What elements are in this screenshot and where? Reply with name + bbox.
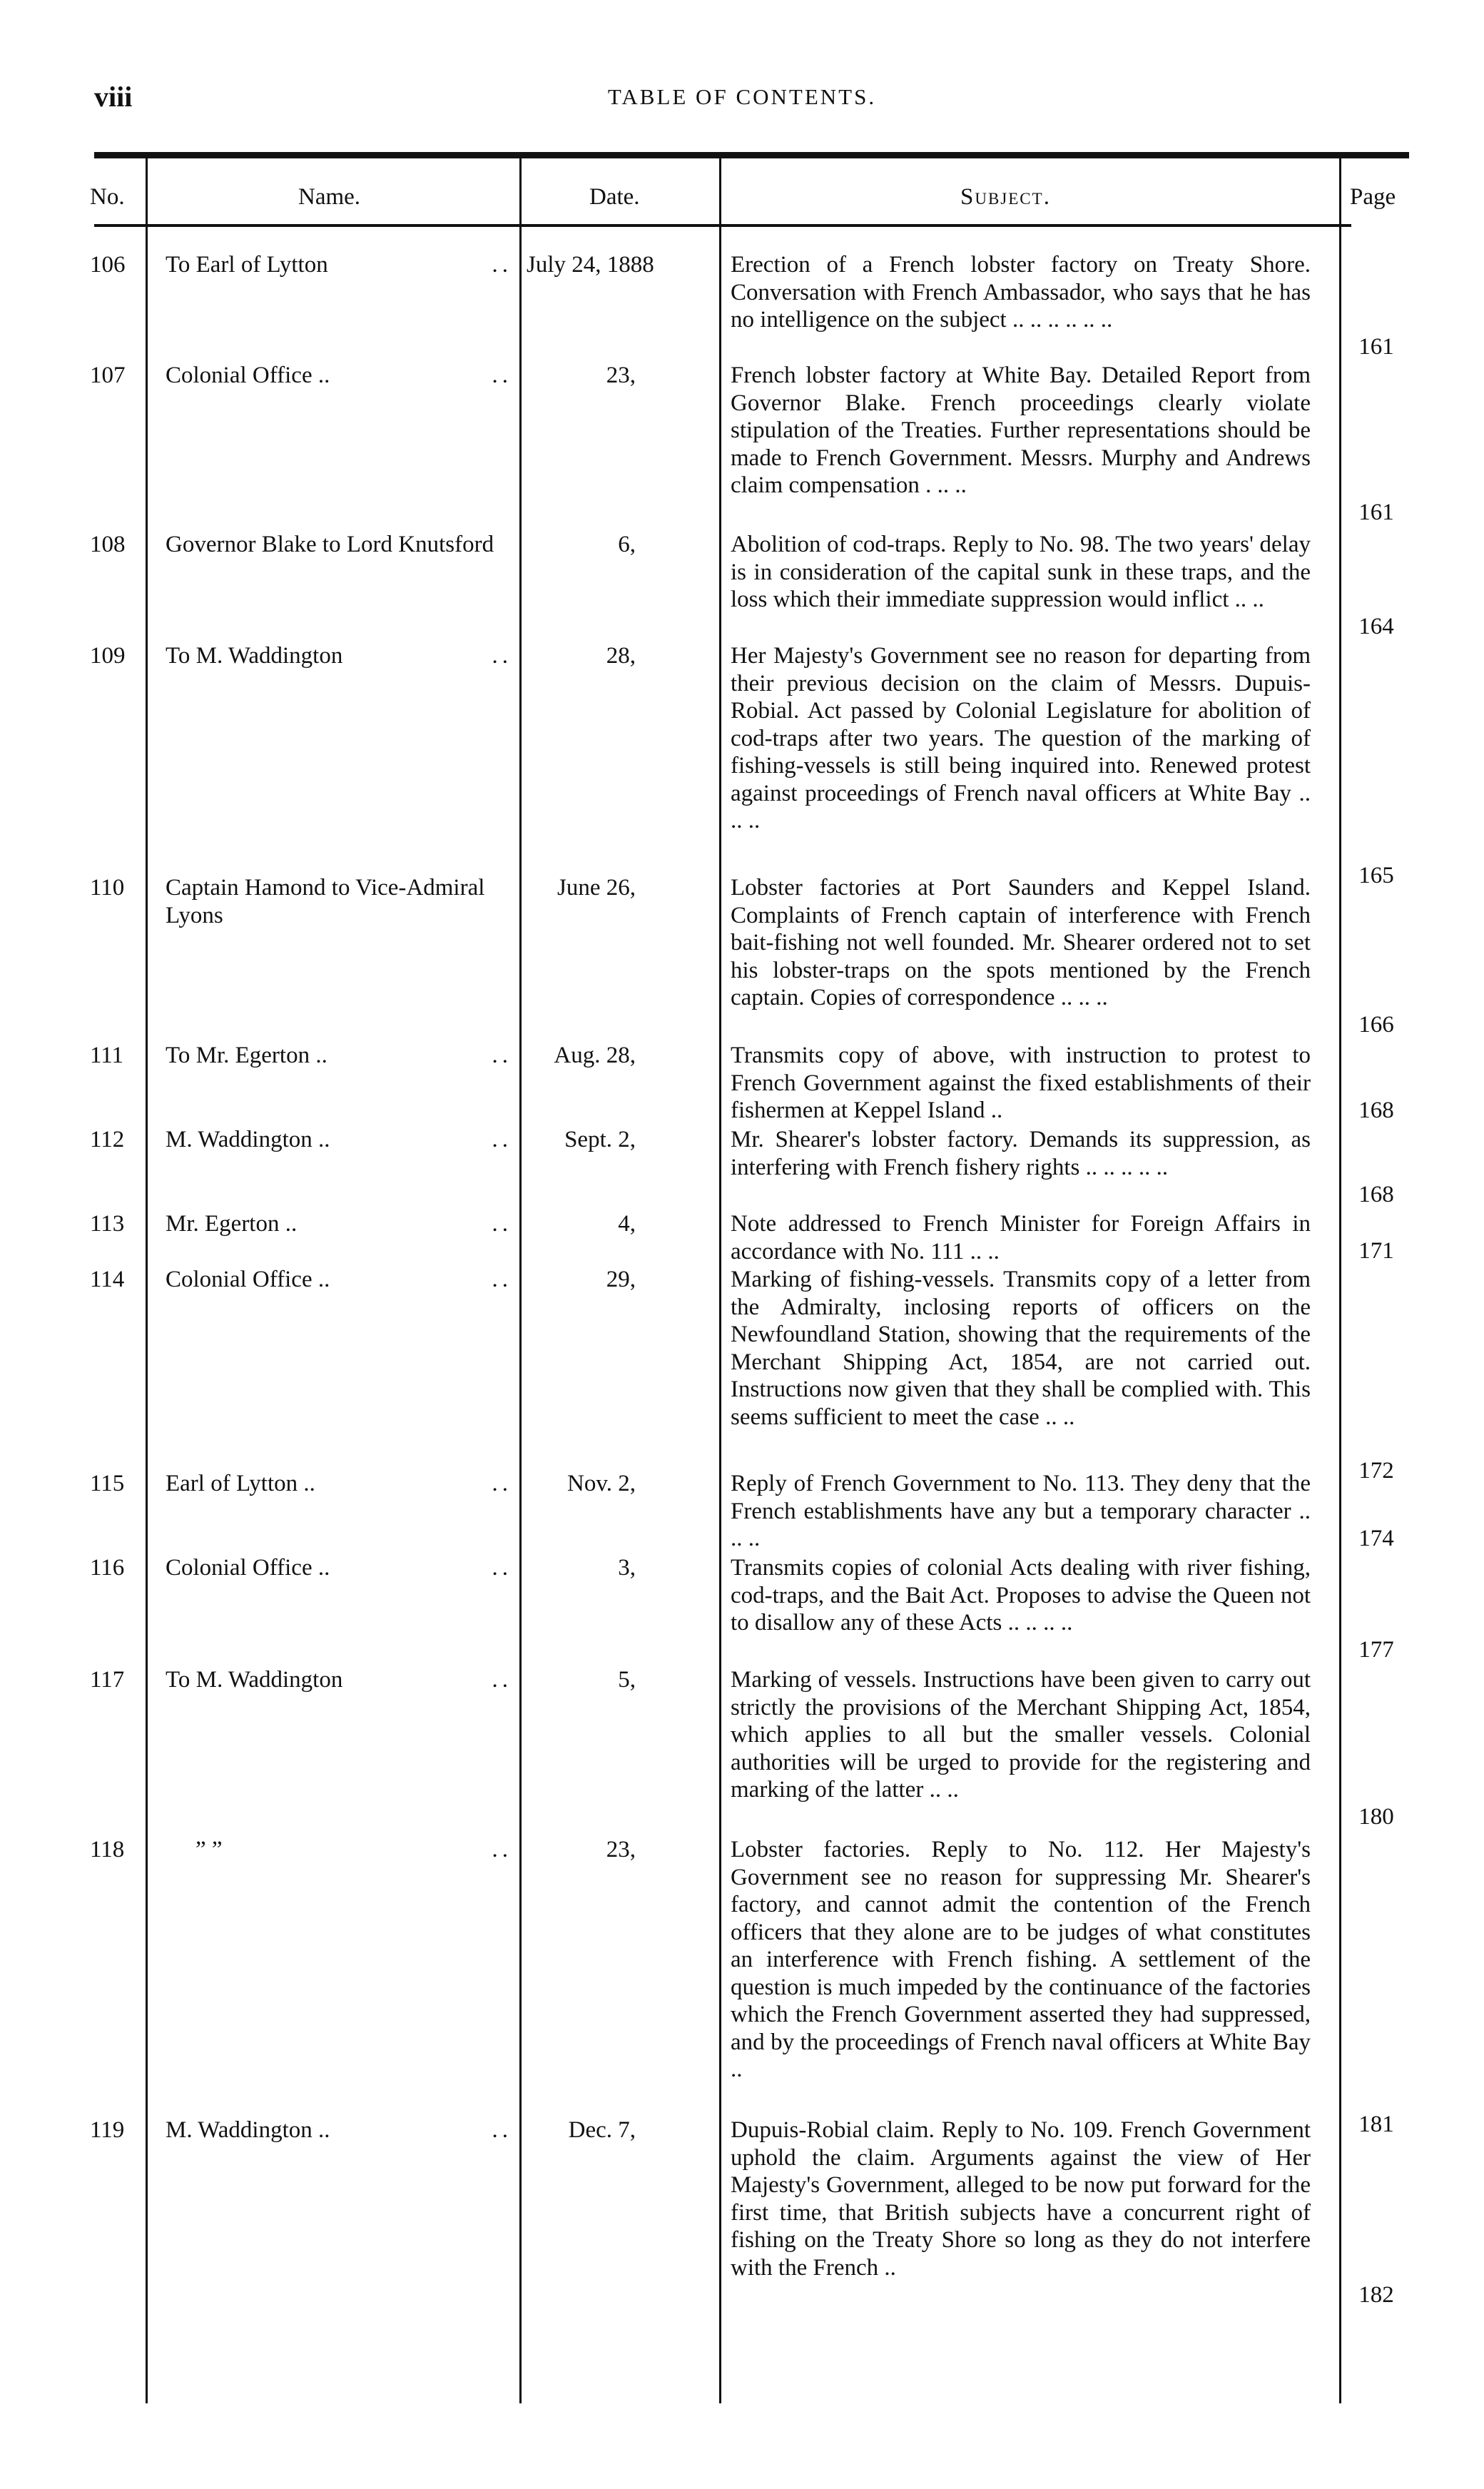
entry-number: 113	[90, 1211, 125, 1237]
entry-subject: Transmits copy of above, with instruction to protest to French Government against the fixed establishments of their fishermen at Keppel Island ..	[731, 1043, 1311, 1123]
entry-subject: Mr. Shearer's lobster factory. Demands its suppression, as interfering with French fishery rights .. .. .. .. ..	[731, 1127, 1311, 1180]
entry-name	[166, 1266, 512, 1294]
top-rule	[94, 152, 1409, 158]
entry-subject: Transmits copies of colonial Acts dealing with river fishing, cod-traps, and the Bait Act. Proposes to advise the Queen not to disallow any of these Acts .. .. .. ..	[731, 1555, 1311, 1636]
entry-date	[527, 874, 712, 902]
entry-name	[166, 1666, 512, 1694]
entry-name-text: Mr. Egerton ..	[166, 1211, 298, 1237]
entry-page: 161	[1358, 334, 1394, 360]
entry-page: 180	[1358, 1804, 1394, 1830]
entry-name-text: Colonial Office ..	[166, 1555, 330, 1581]
entry-name	[166, 362, 512, 390]
entry-number: 118	[90, 1837, 125, 1862]
entry-number: 116	[90, 1555, 125, 1581]
entry-number: 112	[90, 1127, 125, 1152]
entry-name	[166, 874, 512, 929]
entry-name	[166, 251, 512, 279]
entry-page: 161	[1358, 500, 1394, 525]
column-divider	[519, 156, 522, 2403]
column-divider	[146, 156, 148, 2403]
entry-name	[166, 642, 512, 670]
entry-page: 165	[1358, 863, 1394, 888]
entry-date: July 24, 1888	[527, 252, 654, 278]
entry-page: 164	[1358, 614, 1394, 639]
entry-date-text: 4,	[618, 1211, 636, 1237]
entry-date	[527, 1554, 712, 1582]
entry-date	[527, 362, 712, 390]
entry-name	[166, 1554, 512, 1582]
column-header-name: Name.	[298, 184, 361, 210]
column-divider	[1339, 156, 1341, 2403]
entry-name-text: To Earl of Lytton	[166, 252, 328, 278]
entry-name	[166, 1210, 512, 1238]
entry-subject: Lobster factories at Port Saunders and Keppel Island. Complaints of French captain of interference with French bait-fishing not well founded. Mr. Shearer ordered not to set his lobster-traps on the spots mentioned by the French captain. Copies of correspondence .. .. ..	[731, 875, 1311, 1010]
entry-name-text: To M. Waddington	[166, 643, 343, 669]
entry-date-text: 23,	[606, 1837, 636, 1862]
page-number: viii	[94, 81, 133, 113]
name-leader: ..	[492, 1211, 512, 1237]
name-leader: ..	[492, 1043, 512, 1068]
entry-date	[527, 1210, 712, 1238]
entry-date-text: 3,	[618, 1555, 636, 1581]
name-leader: ..	[492, 1471, 512, 1496]
entry-number: 109	[90, 643, 126, 669]
entry-page: 172	[1358, 1458, 1394, 1484]
name-leader: ..	[492, 1667, 512, 1693]
name-leader: ..	[492, 1127, 512, 1152]
entry-number: 117	[90, 1667, 125, 1693]
entry-name	[166, 1836, 512, 1864]
entry-name-text: Earl of Lytton ..	[166, 1471, 315, 1496]
entry-date-text: Nov. 2,	[567, 1471, 636, 1496]
name-leader: ..	[492, 252, 512, 278]
entry-subject: Her Majesty's Government see no reason for departing from their previous decision on the claim of Messrs. Dupuis-Robial. Act passed by Colonial Legislature for abolition of cod-traps after two years. The question of the marking of fishing-vessels is still being inquired into. Renewed protest against proceedings of French naval officers at White Bay .. .. ..	[731, 643, 1311, 833]
entry-date-text: Sept. 2,	[564, 1127, 636, 1152]
entry-date	[527, 1836, 712, 1864]
entry-date-text: 5,	[618, 1667, 636, 1693]
running-title: TABLE OF CONTENTS.	[607, 84, 877, 109]
entry-date-text: Aug. 28,	[554, 1043, 636, 1068]
header-rule	[94, 224, 1351, 227]
name-leader: ..	[492, 1555, 512, 1581]
column-header-no: No.	[90, 184, 125, 210]
column-header-subject: Subject.	[960, 184, 1051, 210]
name-leader: ..	[492, 643, 512, 669]
entry-number: 110	[90, 875, 125, 901]
entry-subject: Erection of a French lobster factory on Treaty Shore. Conversation with French Ambassador, who says that he has no intelligence on the subject .. .. .. .. .. ..	[731, 252, 1311, 333]
entry-name-text: M. Waddington ..	[166, 2117, 330, 2143]
entry-date-text: 23,	[606, 363, 636, 388]
entry-date-text: 6,	[618, 532, 636, 557]
entry-name-text: Governor Blake to Lord Knutsford	[166, 532, 494, 557]
entry-page: 166	[1358, 1012, 1394, 1038]
entry-number: 107	[90, 363, 126, 388]
entry-number: 106	[90, 252, 126, 278]
entry-subject: Reply of French Government to No. 113. They deny that the French establishments have any but a temporary character .. .. ..	[731, 1471, 1311, 1551]
entry-name	[166, 531, 512, 559]
entry-date	[527, 1042, 712, 1070]
entry-name-text: Colonial Office ..	[166, 363, 330, 388]
entry-subject: Dupuis-Robial claim. Reply to No. 109. French Government uphold the claim. Arguments against the view of Her Majesty's Government, alleged to be now put forward for the first time, that British subjects have a concurrent right of fishing on the Treaty Shore so long as they do not interfere with the French ..	[731, 2117, 1311, 2281]
entry-page: 181	[1358, 2112, 1394, 2137]
column-divider	[719, 156, 721, 2403]
column-header-page: Page	[1350, 184, 1396, 210]
entry-page: 177	[1358, 1637, 1394, 1663]
name-leader: ..	[492, 2117, 512, 2143]
entry-name	[166, 1470, 512, 1498]
entry-date	[527, 642, 712, 670]
name-leader: ..	[492, 363, 512, 388]
entry-date	[527, 1666, 712, 1694]
column-header-date: Date.	[589, 184, 640, 210]
entry-page: 182	[1358, 2282, 1394, 2308]
entry-name-text: To Mr. Egerton ..	[166, 1043, 327, 1068]
entry-number: 111	[90, 1043, 124, 1068]
name-leader: ..	[492, 1267, 512, 1292]
entry-page: 168	[1358, 1098, 1394, 1123]
entry-date-text: June 26,	[557, 875, 636, 901]
entry-name	[166, 1126, 512, 1154]
name-leader: ..	[492, 1837, 512, 1862]
entry-subject: Note addressed to French Minister for Foreign Affairs in accordance with No. 111 .. ..	[731, 1211, 1311, 1264]
entry-number: 115	[90, 1471, 125, 1496]
entry-number: 114	[90, 1267, 125, 1292]
entry-name-text: M. Waddington ..	[166, 1127, 330, 1152]
entry-name-text: Colonial Office ..	[166, 1267, 330, 1292]
entry-date	[527, 1126, 712, 1154]
entry-date	[527, 2117, 712, 2144]
entry-subject: Marking of fishing-vessels. Transmits copy of a letter from the Admiralty, inclosing reports of officers on the Newfoundland Station, showing that the requirements of the Merchant Shipping Act, 1854, are not carried out. Instructions now given that they shall be complied with. This seems sufficient to meet the case .. ..	[731, 1267, 1311, 1430]
entry-name	[166, 1042, 512, 1070]
entry-page: 171	[1358, 1238, 1394, 1264]
entry-page: 168	[1358, 1182, 1394, 1207]
entry-date-text: 28,	[606, 643, 636, 669]
entry-date	[527, 1470, 712, 1498]
entry-date	[527, 1266, 712, 1294]
entry-subject: Lobster factories. Reply to No. 112. Her Majesty's Government see no reason for suppressing Mr. Shearer's factory, and cannot admit the contention of the French officers that they alone are to be judges of what constitutes an interference with French fishing. A settlement of the question is much impeded by the continuance of the factories which the French Government asserted they had suppressed, and by the proceedings of French naval officers at White Bay ..	[731, 1837, 1311, 2082]
entry-subject: French lobster factory at White Bay. Detailed Report from Governor Blake. French proceedings clearly violate stipulation of the Treaties. Further representations should be made to French Government. Messrs. Murphy and Andrews claim compensation . .. ..	[731, 363, 1311, 498]
entry-name-text: To M. Waddington	[166, 1667, 343, 1693]
entry-date-text: 29,	[606, 1267, 636, 1292]
entry-date	[527, 531, 712, 559]
entry-number: 119	[90, 2117, 125, 2143]
entry-name	[166, 2117, 512, 2144]
entry-date-text: Dec. 7,	[568, 2117, 636, 2143]
entry-page: 174	[1358, 1526, 1394, 1551]
entry-name-text: ” ”	[195, 1837, 223, 1862]
entry-number: 108	[90, 532, 126, 557]
entry-subject: Marking of vessels. Instructions have been given to carry out strictly the provisions of the Merchant Shipping Act, 1854, which applies to all but the smaller vessels. Colonial authorities will be urged to provide for the registering and marking of the latter .. ..	[731, 1667, 1311, 1803]
entry-subject: Abolition of cod-traps. Reply to No. 98. The two years' delay is in consideration of the capital sunk in these traps, and the loss which their immediate suppression would inflict .. ..	[731, 532, 1311, 612]
entry-name-text: Captain Hamond to Vice-Admiral Lyons	[166, 875, 485, 928]
